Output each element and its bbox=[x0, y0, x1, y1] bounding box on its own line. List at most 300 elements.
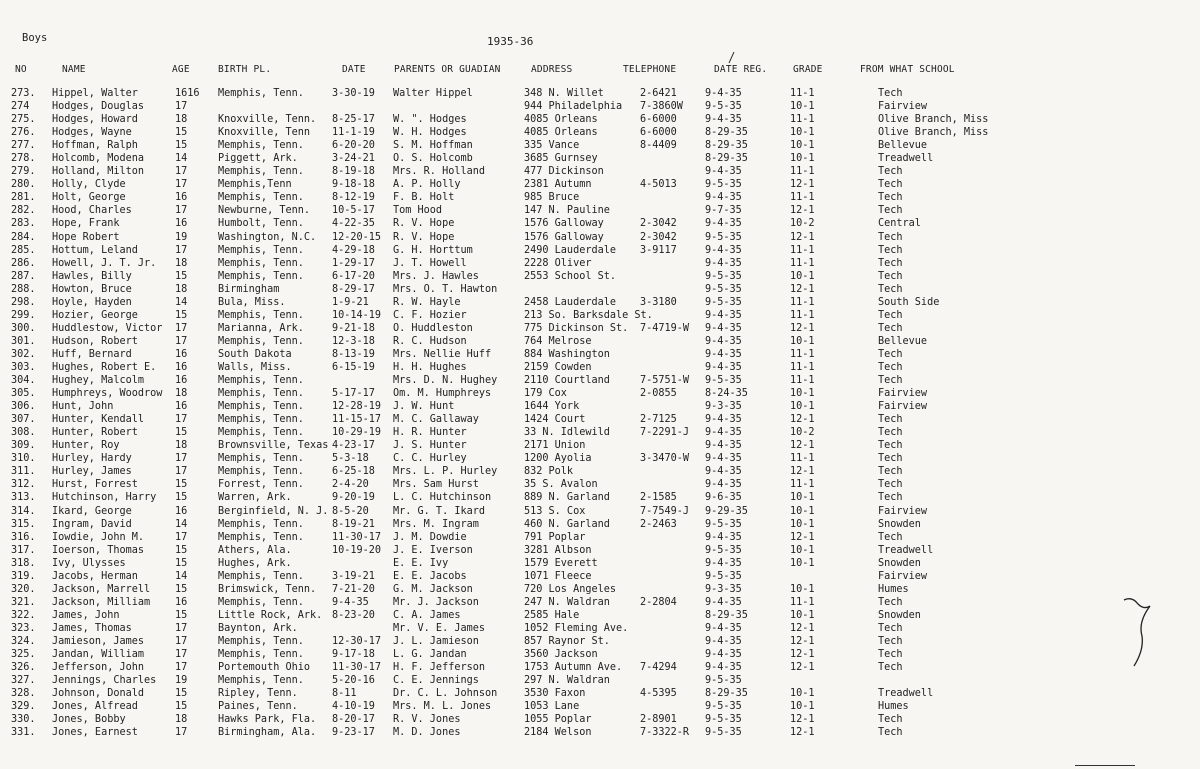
table-row bbox=[0, 270, 1200, 283]
cell-parents: M. C. Gallaway bbox=[393, 414, 479, 426]
cell-date: 8-19-21 bbox=[332, 518, 375, 530]
cell-birth: Memphis,Tenn bbox=[218, 179, 292, 191]
cell-date: 7-21-20 bbox=[332, 583, 375, 595]
cell-address: 1055 Poplar bbox=[524, 714, 592, 726]
cell-name: Jones, Earnest bbox=[52, 727, 138, 739]
cell-parents: Mrs. Nellie Huff bbox=[393, 348, 492, 360]
cell-address: 179 Cox bbox=[524, 388, 567, 400]
cell-no: 311. bbox=[11, 466, 36, 478]
cell-age: 14 bbox=[175, 296, 188, 308]
cell-address: 764 Melrose bbox=[524, 335, 592, 347]
cell-age: 17 bbox=[175, 466, 188, 478]
cell-date: 8-23-20 bbox=[332, 609, 375, 621]
cell-phone: 2-7125 bbox=[640, 414, 677, 426]
cell-age: 15 bbox=[175, 427, 188, 439]
cell-phone: 2-8901 bbox=[640, 714, 677, 726]
margin-squiggle-icon bbox=[1118, 592, 1158, 672]
cell-name: Hughey, Malcolm bbox=[52, 375, 145, 387]
cell-date: 8-29-17 bbox=[332, 283, 375, 295]
cell-grade: 12-1 bbox=[790, 727, 815, 739]
table-row bbox=[0, 217, 1200, 230]
cell-date: 1-9-21 bbox=[332, 296, 369, 308]
cell-school: Tech bbox=[878, 257, 903, 269]
cell-address: 33 N. Idlewild bbox=[524, 427, 610, 439]
cell-reg: 8-24-35 bbox=[705, 388, 748, 400]
cell-grade: 10-1 bbox=[790, 609, 815, 621]
cell-address: 884 Washington bbox=[524, 348, 610, 360]
cell-grade: 10-1 bbox=[790, 583, 815, 595]
cell-name: Hudson, Robert bbox=[52, 335, 138, 347]
cell-date: 9-21-18 bbox=[332, 322, 375, 334]
cell-no: 280. bbox=[11, 179, 36, 191]
cell-phone: 3-9117 bbox=[640, 244, 677, 256]
cell-grade: 12-1 bbox=[790, 466, 815, 478]
cell-age: 17 bbox=[175, 335, 188, 347]
cell-reg: 9-5-35 bbox=[705, 727, 742, 739]
cell-school: Tech bbox=[878, 531, 903, 543]
cell-birth: South Dakota bbox=[218, 348, 292, 360]
cell-parents: Walter Hippel bbox=[393, 88, 473, 99]
cell-no: 316. bbox=[11, 531, 36, 543]
cell-name: Hunter, Kendall bbox=[52, 414, 145, 426]
table-row bbox=[0, 165, 1200, 178]
header-no: NO bbox=[15, 64, 27, 75]
cell-parents: R. V. Jones bbox=[393, 714, 461, 726]
cell-reg: 8-29-35 bbox=[705, 153, 748, 165]
cell-no: 324. bbox=[11, 635, 36, 647]
cell-phone: 7-7549-J bbox=[640, 505, 690, 517]
cell-parents: Om. M. Humphreys bbox=[393, 388, 492, 400]
table-row bbox=[0, 113, 1200, 126]
table-row bbox=[0, 596, 1200, 609]
cell-date: 8-12-19 bbox=[332, 192, 375, 204]
cell-birth: Knoxville, Tenn. bbox=[218, 114, 317, 126]
cell-birth: Memphis, Tenn. bbox=[218, 635, 304, 647]
cell-address: 348 N. Willet bbox=[524, 88, 604, 99]
cell-age: 17 bbox=[175, 166, 188, 178]
cell-phone: 2-3042 bbox=[640, 231, 677, 243]
cell-reg: 9-5-35 bbox=[705, 270, 742, 282]
cell-reg: 9-4-35 bbox=[705, 531, 742, 543]
cell-parents: Mrs. M. L. Jones bbox=[393, 701, 492, 713]
cell-parents: L. C. Hutchinson bbox=[393, 492, 492, 504]
cell-parents: Mrs. Sam Hurst bbox=[393, 479, 479, 491]
cell-school: Tech bbox=[878, 479, 903, 491]
cell-no: 305. bbox=[11, 388, 36, 400]
cell-parents: Mrs. L. P. Hurley bbox=[393, 466, 498, 478]
cell-school: Tech bbox=[878, 309, 903, 321]
cell-birth: Memphis, Tenn. bbox=[218, 401, 304, 413]
cell-grade: 12-1 bbox=[790, 635, 815, 647]
cell-phone: 6-6000 bbox=[640, 114, 677, 126]
table-row bbox=[0, 491, 1200, 504]
cell-age: 18 bbox=[175, 257, 188, 269]
header-birth: BIRTH PL. bbox=[218, 64, 272, 75]
cell-name: Iowdie, John M. bbox=[52, 531, 145, 543]
cell-school: Fairview bbox=[878, 401, 928, 413]
cell-address: 1052 Fleming Ave. bbox=[524, 622, 629, 634]
cell-age: 16 bbox=[175, 375, 188, 387]
table-row bbox=[0, 505, 1200, 518]
table-row bbox=[0, 257, 1200, 270]
cell-birth: Birmingham, Ala. bbox=[218, 727, 317, 739]
header-address: ADDRESS bbox=[531, 64, 573, 75]
cell-grade: 10-1 bbox=[790, 401, 815, 413]
cell-birth: Memphis, Tenn. bbox=[218, 192, 304, 204]
cell-no: 306. bbox=[11, 401, 36, 413]
cell-parents: R. C. Hudson bbox=[393, 335, 467, 347]
cell-age: 17 bbox=[175, 635, 188, 647]
cell-date: 10-19-20 bbox=[332, 544, 382, 556]
cell-birth: Bula, Miss. bbox=[218, 296, 286, 308]
cell-name: James, John bbox=[52, 609, 120, 621]
cell-age: 15 bbox=[175, 544, 188, 556]
cell-birth: Memphis, Tenn. bbox=[218, 335, 304, 347]
cell-age: 17 bbox=[175, 622, 188, 634]
table-row bbox=[0, 231, 1200, 244]
cell-age: 15 bbox=[175, 492, 188, 504]
cell-no: 299. bbox=[11, 309, 36, 321]
cell-reg: 9-4-35 bbox=[705, 662, 742, 674]
cell-address: 832 Polk bbox=[524, 466, 574, 478]
cell-name: Howton, Bruce bbox=[52, 283, 132, 295]
cell-school: Tech bbox=[878, 635, 903, 647]
cell-address: 1200 Ayolia bbox=[524, 453, 592, 465]
cell-name: Hurley, James bbox=[52, 466, 132, 478]
cell-no: 303. bbox=[11, 361, 36, 373]
cell-school: Tech bbox=[878, 596, 903, 608]
cell-birth: Memphis, Tenn. bbox=[218, 570, 304, 582]
table-row bbox=[0, 283, 1200, 296]
cell-address: 147 N. Pauline bbox=[524, 205, 610, 217]
cell-parents: J. W. Hunt bbox=[393, 401, 455, 413]
cell-name: Ivy, Ulysses bbox=[52, 557, 126, 569]
cell-school: Tech bbox=[878, 414, 903, 426]
cell-birth: Memphis, Tenn. bbox=[218, 596, 304, 608]
table-row bbox=[0, 152, 1200, 165]
cell-grade: 12-1 bbox=[790, 531, 815, 543]
cell-no: 312. bbox=[11, 479, 36, 491]
cell-age: 17 bbox=[175, 205, 188, 217]
cell-reg: 9-4-35 bbox=[705, 479, 742, 491]
cell-address: 1753 Autumn Ave. bbox=[524, 662, 623, 674]
cell-no: 302. bbox=[11, 348, 36, 360]
cell-birth: Memphis, Tenn. bbox=[218, 257, 304, 269]
table-row bbox=[0, 674, 1200, 687]
table-row bbox=[0, 726, 1200, 739]
cell-age: 18 bbox=[175, 388, 188, 400]
cell-birth: Memphis, Tenn. bbox=[218, 166, 304, 178]
table-row bbox=[0, 322, 1200, 335]
cell-grade: 12-1 bbox=[790, 662, 815, 674]
cell-birth: Memphis, Tenn. bbox=[218, 388, 304, 400]
cell-date: 6-25-18 bbox=[332, 466, 375, 478]
cell-age: 17 bbox=[175, 179, 188, 191]
cell-no: 286. bbox=[11, 257, 36, 269]
cell-age: 16 bbox=[175, 361, 188, 373]
cell-parents: C. C. Hurley bbox=[393, 453, 467, 465]
cell-reg: 9-4-35 bbox=[705, 88, 742, 99]
table-row bbox=[0, 204, 1200, 217]
cell-grade: 11-1 bbox=[790, 192, 815, 204]
cell-no: 307. bbox=[11, 414, 36, 426]
cell-reg: 9-4-35 bbox=[705, 257, 742, 269]
cell-address: 35 S. Avalon bbox=[524, 479, 598, 491]
cell-parents: R. W. Hayle bbox=[393, 296, 461, 308]
cell-phone: 3-3180 bbox=[640, 296, 677, 308]
cell-reg: 8-29-35 bbox=[705, 140, 748, 152]
cell-grade: 10-1 bbox=[790, 518, 815, 530]
cell-grade: 11-1 bbox=[790, 257, 815, 269]
cell-no: 315. bbox=[11, 518, 36, 530]
cell-grade: 12-1 bbox=[790, 440, 815, 452]
cell-age: 15 bbox=[175, 309, 188, 321]
cell-no: 321. bbox=[11, 596, 36, 608]
cell-no: 327. bbox=[11, 675, 36, 687]
cell-birth: Warren, Ark. bbox=[218, 492, 292, 504]
cell-name: Ikard, George bbox=[52, 505, 132, 517]
cell-name: Huddlestow, Victor bbox=[52, 322, 163, 334]
cell-reg: 9-4-35 bbox=[705, 166, 742, 178]
cell-birth: Memphis, Tenn. bbox=[218, 244, 304, 256]
cell-grade: 10-2 bbox=[790, 218, 815, 230]
cell-date: 6-15-19 bbox=[332, 361, 375, 373]
cell-name: Howell, J. T. Jr. bbox=[52, 257, 157, 269]
cell-reg: 9-4-35 bbox=[705, 596, 742, 608]
cell-no: 301. bbox=[11, 335, 36, 347]
cell-grade: 10-1 bbox=[790, 270, 815, 282]
cell-school: Tech bbox=[878, 205, 903, 217]
cell-parents: Mrs. M. Ingram bbox=[393, 518, 479, 530]
cell-age: 17 bbox=[175, 727, 188, 739]
cell-no: 276. bbox=[11, 127, 36, 139]
cell-reg: 9-4-35 bbox=[705, 440, 742, 452]
cell-date: 8-5-20 bbox=[332, 505, 369, 517]
table-row bbox=[0, 531, 1200, 544]
cell-no: 281. bbox=[11, 192, 36, 204]
cell-reg: 8-29-35 bbox=[705, 609, 748, 621]
cell-phone: 2-3042 bbox=[640, 218, 677, 230]
cell-birth: Memphis, Tenn. bbox=[218, 518, 304, 530]
header-parents: PARENTS OR GUADIAN bbox=[394, 64, 501, 75]
table-row bbox=[0, 687, 1200, 700]
table-row bbox=[0, 661, 1200, 674]
cell-birth: Hawks Park, Fla. bbox=[218, 714, 317, 726]
cell-reg: 9-4-35 bbox=[705, 322, 742, 334]
cell-address: 3685 Gurnsey bbox=[524, 153, 598, 165]
cell-reg: 9-4-35 bbox=[705, 309, 742, 321]
cell-parents: A. P. Holly bbox=[393, 179, 461, 191]
cell-grade: 12-1 bbox=[790, 714, 815, 726]
cell-age: 15 bbox=[175, 609, 188, 621]
cell-grade: 10-2 bbox=[790, 427, 815, 439]
cell-address: 2381 Autumn bbox=[524, 179, 592, 191]
table-row bbox=[0, 413, 1200, 426]
table-row bbox=[0, 622, 1200, 635]
cell-birth: Paines, Tenn. bbox=[218, 701, 298, 713]
cell-address: 889 N. Garland bbox=[524, 492, 610, 504]
section-label: Boys bbox=[22, 32, 48, 44]
cell-school: Tech bbox=[878, 662, 903, 674]
cell-parents: Mr. V. E. James bbox=[393, 622, 486, 634]
cell-date: 10-14-19 bbox=[332, 309, 382, 321]
cell-name: Holland, Milton bbox=[52, 166, 145, 178]
cell-birth: Memphis, Tenn. bbox=[218, 270, 304, 282]
cell-date: 11-15-17 bbox=[332, 414, 382, 426]
cell-school: Olive Branch, Miss bbox=[878, 114, 989, 126]
cell-date: 11-30-17 bbox=[332, 662, 382, 674]
cell-no: 331. bbox=[11, 727, 36, 739]
table-row bbox=[0, 518, 1200, 531]
cell-address: 4085 Orleans bbox=[524, 127, 598, 139]
cell-school: Fairview bbox=[878, 101, 928, 113]
cell-grade: 12-1 bbox=[790, 231, 815, 243]
cell-school: Tech bbox=[878, 88, 903, 99]
cell-birth: Memphis, Tenn. bbox=[218, 649, 304, 661]
cell-parents: C. E. Jennings bbox=[393, 675, 479, 687]
cell-address: 1424 Court bbox=[524, 414, 586, 426]
cell-name: Hughes, Robert E. bbox=[52, 361, 157, 373]
cell-no: 329. bbox=[11, 701, 36, 713]
cell-date: 8-20-17 bbox=[332, 714, 375, 726]
cell-school: Tech bbox=[878, 244, 903, 256]
cell-age: 14 bbox=[175, 153, 188, 165]
cell-no: 325. bbox=[11, 649, 36, 661]
cell-reg: 9-4-35 bbox=[705, 348, 742, 360]
cell-no: 319. bbox=[11, 570, 36, 582]
cell-age: 16 bbox=[175, 596, 188, 608]
cell-address: 985 Bruce bbox=[524, 192, 580, 204]
cell-no: 317. bbox=[11, 544, 36, 556]
cell-name: Hoyle, Hayden bbox=[52, 296, 132, 308]
cell-phone: 3-3470-W bbox=[640, 453, 690, 465]
cell-no: 310. bbox=[11, 453, 36, 465]
cell-no: 285. bbox=[11, 244, 36, 256]
cell-phone: 4-5013 bbox=[640, 179, 677, 191]
cell-birth: Memphis, Tenn. bbox=[218, 414, 304, 426]
cell-school: Tech bbox=[878, 322, 903, 334]
cell-parents: S. M. Hoffman bbox=[393, 140, 473, 152]
cell-parents: F. B. Holt bbox=[393, 192, 455, 204]
cell-date: 12-20-15 bbox=[332, 231, 382, 243]
cell-school: Treadwell bbox=[878, 153, 934, 165]
cell-address: 2171 Union bbox=[524, 440, 586, 452]
cell-reg: 9-3-35 bbox=[705, 401, 742, 413]
cell-no: 288. bbox=[11, 283, 36, 295]
table-row bbox=[0, 713, 1200, 726]
cell-no: 304. bbox=[11, 375, 36, 387]
cell-age: 16 bbox=[175, 192, 188, 204]
cell-date: 8-11 bbox=[332, 688, 357, 700]
cell-parents: E. E. Jacobs bbox=[393, 570, 467, 582]
cell-age: 15 bbox=[175, 583, 188, 595]
cell-reg: 9-4-35 bbox=[705, 218, 742, 230]
cell-address: 477 Dickinson bbox=[524, 166, 604, 178]
cell-name: Hunt, John bbox=[52, 401, 114, 413]
cell-no: 275. bbox=[11, 114, 36, 126]
cell-grade: 11-1 bbox=[790, 244, 815, 256]
cell-parents: Mrs. D. N. Hughey bbox=[393, 375, 498, 387]
cell-reg: 9-6-35 bbox=[705, 492, 742, 504]
cell-no: 318. bbox=[11, 557, 36, 569]
cell-name: Hozier, George bbox=[52, 309, 138, 321]
cell-date: 2-4-20 bbox=[332, 479, 369, 491]
cell-name: Jackson, Milliam bbox=[52, 596, 151, 608]
cell-address: 213 So. Barksdale St. bbox=[524, 309, 653, 321]
cell-grade: 10-1 bbox=[790, 688, 815, 700]
cell-address: 1579 Everett bbox=[524, 557, 598, 569]
cell-name: Johnson, Donald bbox=[52, 688, 145, 700]
cell-name: Ioerson, Thomas bbox=[52, 544, 145, 556]
cell-grade: 12-1 bbox=[790, 414, 815, 426]
cell-grade: 10-1 bbox=[790, 701, 815, 713]
cell-school: Fairview bbox=[878, 388, 928, 400]
cell-age: 17 bbox=[175, 662, 188, 674]
cell-no: 277. bbox=[11, 140, 36, 152]
cell-reg: 9-4-35 bbox=[705, 361, 742, 373]
cell-age: 19 bbox=[175, 231, 188, 243]
cell-phone: 7-2291-J bbox=[640, 427, 690, 439]
cell-name: Jacobs, Herman bbox=[52, 570, 138, 582]
cell-name: Hurst, Forrest bbox=[52, 479, 138, 491]
cell-school: Tech bbox=[878, 622, 903, 634]
cell-birth: Athers, Ala. bbox=[218, 544, 292, 556]
cell-no: 300. bbox=[11, 322, 36, 334]
cell-school: Tech bbox=[878, 427, 903, 439]
cell-reg: 9-4-35 bbox=[705, 635, 742, 647]
cell-name: Jones, Alfread bbox=[52, 701, 138, 713]
cell-name: Hood, Charles bbox=[52, 205, 132, 217]
table-row bbox=[0, 439, 1200, 452]
cell-school: Humes bbox=[878, 583, 909, 595]
cell-date: 6-17-20 bbox=[332, 270, 375, 282]
cell-birth: Forrest, Tenn. bbox=[218, 479, 304, 491]
cell-birth: Memphis, Tenn. bbox=[218, 427, 304, 439]
cell-birth: Marianna, Ark. bbox=[218, 322, 304, 334]
cell-name: Hodges, Wayne bbox=[52, 127, 132, 139]
cell-reg: 9-4-35 bbox=[705, 427, 742, 439]
cell-name: Holly, Clyde bbox=[52, 179, 126, 191]
cell-no: 278. bbox=[11, 153, 36, 165]
cell-grade: 12-1 bbox=[790, 179, 815, 191]
table-row bbox=[0, 570, 1200, 583]
cell-address: 2490 Lauderdale bbox=[524, 244, 617, 256]
cell-date: 4-22-35 bbox=[332, 218, 375, 230]
cell-no: 326. bbox=[11, 662, 36, 674]
cell-parents: J. S. Hunter bbox=[393, 440, 467, 452]
cell-birth: Piggett, Ark. bbox=[218, 153, 298, 165]
cell-school: Fairview bbox=[878, 570, 928, 582]
cell-address: 2458 Lauderdale bbox=[524, 296, 617, 308]
cell-school: Tech bbox=[878, 192, 903, 204]
cell-name: Ingram, David bbox=[52, 518, 132, 530]
cell-date: 11-1-19 bbox=[332, 127, 375, 139]
cell-address: 1576 Galloway bbox=[524, 218, 604, 230]
cell-school: Snowden bbox=[878, 518, 921, 530]
cell-no: 323. bbox=[11, 622, 36, 634]
cell-phone: 7-3322-R bbox=[640, 727, 690, 739]
cell-age: 15 bbox=[175, 140, 188, 152]
table-row bbox=[0, 244, 1200, 257]
cell-grade: 11-1 bbox=[790, 453, 815, 465]
cell-school: Tech bbox=[878, 466, 903, 478]
header-reg: DATE REG. bbox=[714, 64, 768, 75]
cell-name: Jamieson, James bbox=[52, 635, 145, 647]
cell-school: Bellevue bbox=[878, 140, 928, 152]
cell-name: Jackson, Marrell bbox=[52, 583, 151, 595]
cell-grade: 10-1 bbox=[790, 335, 815, 347]
cell-school: Treadwell bbox=[878, 688, 934, 700]
